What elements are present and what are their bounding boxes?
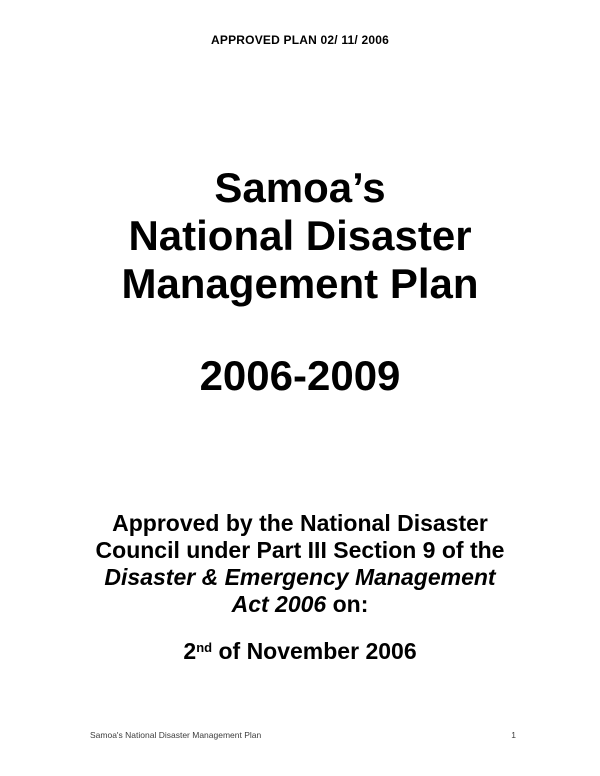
act-title-line-1: Disaster & Emergency Management (104, 564, 496, 590)
approval-line-4 (0, 591, 600, 618)
page-footer (90, 730, 516, 740)
act-title-line-2: Act 2006 (231, 591, 327, 617)
date-ordinal-suffix: nd (196, 640, 213, 655)
title-line-2: National Disaster (128, 212, 472, 259)
approval-line-1: Approved by the National Disaster (112, 510, 488, 536)
document-title (0, 164, 600, 308)
date-remainder: of November 2006 (212, 638, 417, 664)
title-line-3: Management Plan (121, 260, 479, 307)
approval-line-2: Council under Part III Section 9 of the (95, 537, 505, 563)
title-line-1: Samoa’s (214, 164, 386, 211)
approval-date (0, 638, 600, 665)
footer-document-title: Samoa's National Disaster Management Plan (90, 730, 262, 740)
date-day: 2 (183, 638, 197, 664)
plan-period: 2006-2009 (199, 352, 401, 399)
after-act-text: on: (326, 591, 369, 617)
page-number: 1 (511, 730, 516, 740)
approved-plan-stamp: APPROVED PLAN 02/ 11/ 2006 (211, 33, 389, 47)
approval-statement (0, 510, 600, 618)
